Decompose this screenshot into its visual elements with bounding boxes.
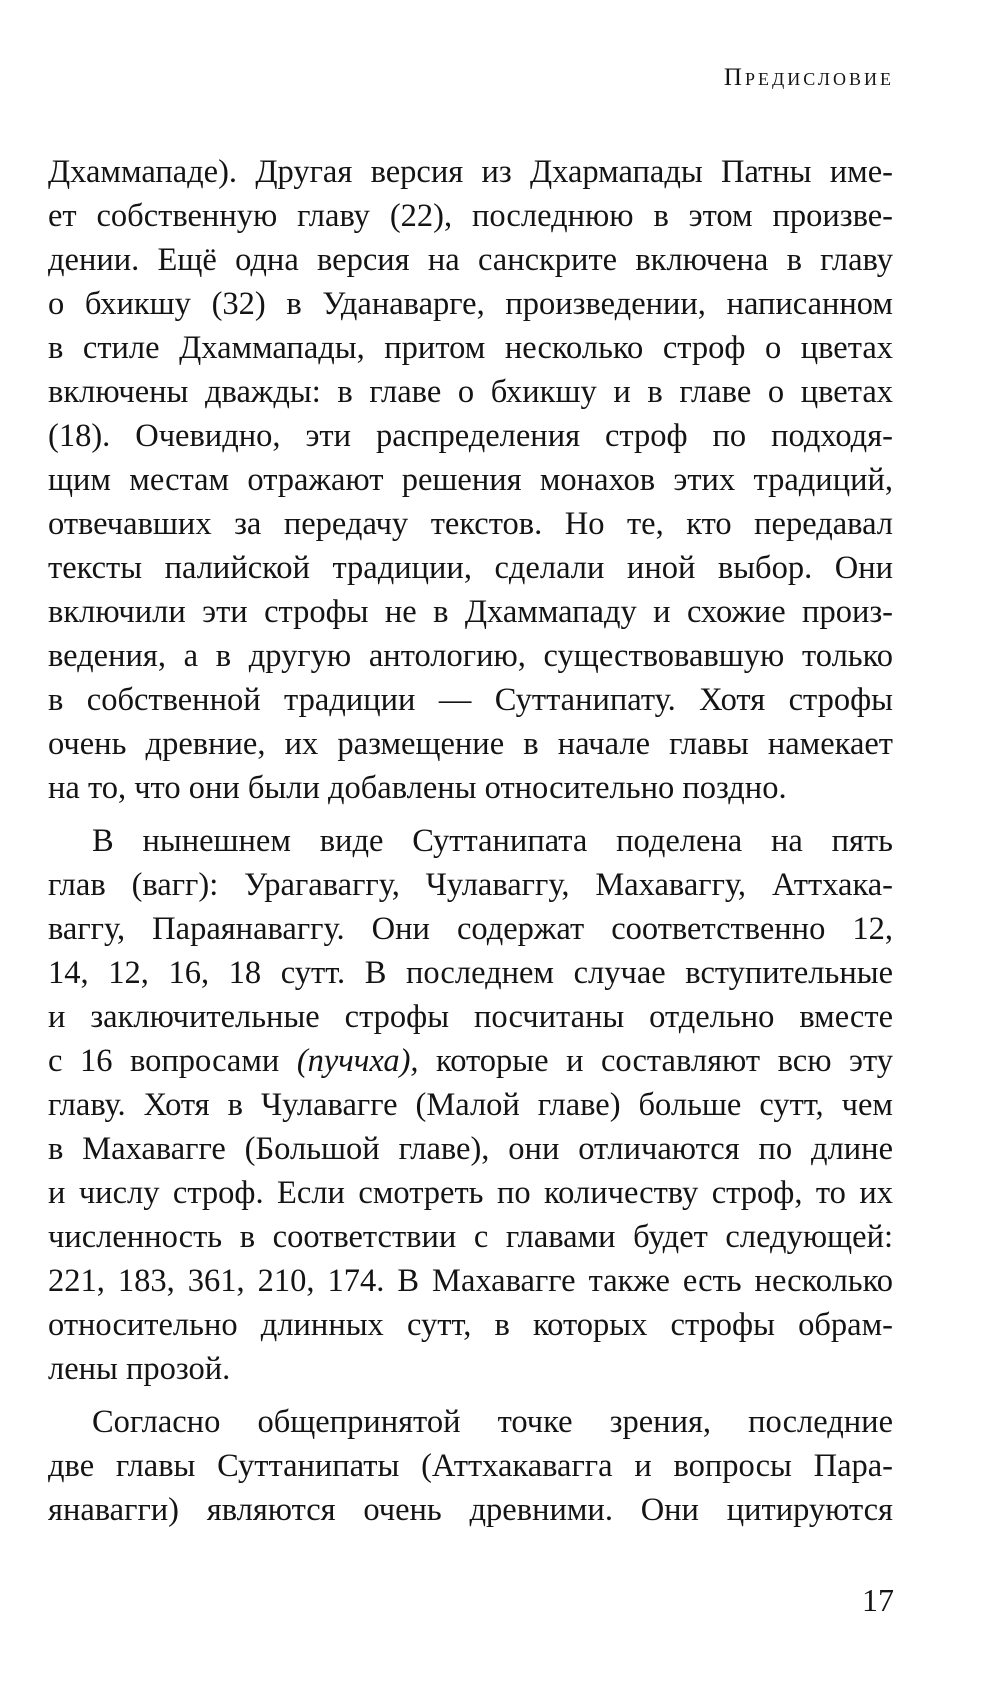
text-line: ведения, а в другую антологию, существовавшую только xyxy=(48,638,893,674)
text-line: главу. Хотя в Чулавагге (Малой главе) больше сутт, чем xyxy=(48,1087,893,1123)
text-line: включены дважды: в главе о бхикшу и в главе о цветах xyxy=(48,374,893,410)
text-line: и числу строф. Если смотреть по количеству строф, то их xyxy=(48,1175,893,1211)
text-line: отвечавших за передачу текстов. Но те, кто передавал xyxy=(48,506,893,542)
page-body xyxy=(48,150,893,1532)
italic-term: (пуччха), xyxy=(296,1043,419,1079)
text-line: Согласно общепринятой точке зрения, последние xyxy=(92,1404,893,1440)
text-line: лены прозой. xyxy=(48,1351,231,1387)
text-line: очень древние, их размещение в начале главы намекает xyxy=(48,726,893,762)
text-line: (18). Очевидно, эти распределения строф по подходя- xyxy=(48,418,893,454)
text-line: щим местам отражают решения монахов этих традиций, xyxy=(48,462,893,498)
text-line: янавагги) являются очень древними. Они цитируются xyxy=(48,1492,893,1528)
text-line: ваггу, Параянаваггу. Они содержат соответственно 12, xyxy=(48,911,893,947)
text-line: Дхаммападе). Другая версия из Дхармапады Патны име- xyxy=(48,154,893,190)
text-line-with-emphasis xyxy=(48,1039,893,1083)
paragraph xyxy=(48,819,893,1391)
running-head: Предисловие xyxy=(723,64,894,91)
text-line: 14, 12, 16, 18 сутт. В последнем случае вступительные xyxy=(48,955,893,991)
text-line: и заключительные строфы посчитаны отдельно вместе xyxy=(48,999,893,1035)
text-line: о бхикшу (32) в Уданаварге, произведении, написанном xyxy=(48,286,893,322)
text-line: в стиле Дхаммапады, притом несколько строф о цветах xyxy=(48,330,893,366)
text-line: в Махавагге (Большой главе), они отличаются по длине xyxy=(48,1131,893,1167)
text-line: две главы Суттанипаты (Аттхакавагга и вопросы Пара- xyxy=(48,1448,893,1484)
text-line: ет собственную главу (22), последнюю в этом произве- xyxy=(48,198,893,234)
paragraph xyxy=(48,1400,893,1532)
text-run: с 16 вопросами xyxy=(48,1043,297,1079)
text-line: численность в соответствии с главами будет следующей: xyxy=(48,1219,893,1255)
text-line: относительно длинных сутт, в которых строфы обрам- xyxy=(48,1307,893,1343)
text-line: в собственной традиции — Суттанипату. Хотя строфы xyxy=(48,682,893,718)
text-run: которые и составляют всю эту xyxy=(418,1043,893,1079)
text-line: глав (вагг): Урагаваггу, Чулаваггу, Махаваггу, Аттхака- xyxy=(48,867,893,903)
text-line: В нынешнем виде Суттанипата поделена на пять xyxy=(92,823,893,859)
text-line: дении. Ещё одна версия на санскрите включена в главу xyxy=(48,242,893,278)
page-number: 17 xyxy=(862,1582,894,1618)
text-line: 221, 183, 361, 210, 174. В Махавагге также есть несколько xyxy=(48,1263,893,1299)
text-line: тексты палийской традиции, сделали иной выбор. Они xyxy=(48,550,893,586)
text-line: включили эти строфы не в Дхаммападу и схожие произ- xyxy=(48,594,893,630)
text-line: на то, что они были добавлены относительно поздно. xyxy=(48,770,787,806)
paragraph xyxy=(48,150,893,810)
